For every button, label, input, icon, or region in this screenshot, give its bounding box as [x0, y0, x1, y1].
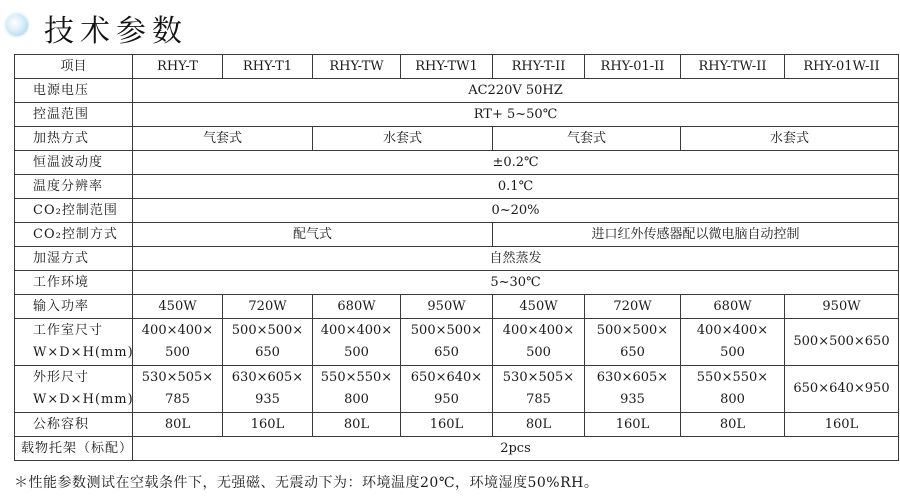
table-cell: 配气式 — [133, 223, 493, 247]
table-cell: 0.1℃ — [133, 175, 899, 199]
table-cell: RT+ 5~50℃ — [133, 103, 899, 127]
row-label-line: 工作室尺寸 — [33, 323, 104, 338]
cell-line: 630×605× — [231, 370, 304, 385]
table-row — [15, 223, 899, 247]
cell-line: 530×505× — [502, 370, 575, 385]
row-label: 公称容积 — [15, 413, 133, 437]
cell-line: 650 — [255, 345, 280, 360]
table-row — [15, 366, 899, 413]
table-row — [15, 247, 899, 271]
table-cell: 160L — [785, 413, 899, 437]
table-cell: 680W — [681, 295, 785, 319]
cell-line: 550×550× — [696, 370, 769, 385]
table-cell: 650×640×950 — [785, 366, 899, 413]
table-cell — [223, 366, 313, 413]
table-cell — [493, 319, 585, 366]
row-label: 工作环境 — [15, 271, 133, 295]
cell-line: 550×550× — [320, 370, 393, 385]
row-label: 控温范围 — [15, 103, 133, 127]
row-label-line: W×D×H(mm) — [33, 345, 134, 360]
table-cell: 2pcs — [133, 437, 899, 461]
row-label — [15, 319, 133, 366]
table-cell: 自然蒸发 — [133, 247, 899, 271]
cell-line: 800 — [344, 392, 369, 407]
table-cell — [681, 319, 785, 366]
table-row — [15, 103, 899, 127]
cell-line: 800 — [720, 392, 745, 407]
table-cell: 450W — [133, 295, 223, 319]
table-cell — [401, 366, 493, 413]
table-cell — [133, 366, 223, 413]
table-cell — [223, 319, 313, 366]
table-row — [15, 271, 899, 295]
table-cell: 80L — [133, 413, 223, 437]
cell-line: 935 — [620, 392, 645, 407]
row-label: 加湿方式 — [15, 247, 133, 271]
cell-line: 785 — [526, 392, 551, 407]
table-cell: 80L — [313, 413, 401, 437]
table-cell: 进口红外传感器配以微电脑自动控制 — [493, 223, 899, 247]
page-title: 技术参数 — [44, 14, 188, 49]
table-cell: 0~20% — [133, 199, 899, 223]
table-row — [15, 437, 899, 461]
row-label: 温度分辨率 — [15, 175, 133, 199]
table-row — [15, 127, 899, 151]
table-cell: 80L — [493, 413, 585, 437]
row-label: 载物托架（标配） — [15, 437, 133, 461]
table-cell: ±0.2℃ — [133, 151, 899, 175]
row-label: 恒温波动度 — [15, 151, 133, 175]
header-cell: RHY-01-II — [585, 55, 681, 79]
row-label: 加热方式 — [15, 127, 133, 151]
row-label: CO₂控制范围 — [15, 199, 133, 223]
table-row — [15, 295, 899, 319]
cell-line: 400×400× — [696, 323, 769, 338]
row-label: 电源电压 — [15, 79, 133, 103]
header-cell: RHY-TW1 — [401, 55, 493, 79]
table-cell: 680W — [313, 295, 401, 319]
table-cell — [401, 319, 493, 366]
table-cell — [313, 319, 401, 366]
cell-line: 530×505× — [141, 370, 214, 385]
header-cell: RHY-T — [133, 55, 223, 79]
table-row — [15, 79, 899, 103]
header-cell: 项目 — [15, 55, 133, 79]
table-cell: 950W — [785, 295, 899, 319]
cell-line: 935 — [255, 392, 280, 407]
header-cell: RHY-01W-II — [785, 55, 899, 79]
table-cell — [493, 366, 585, 413]
row-label — [15, 366, 133, 413]
table-cell: 720W — [223, 295, 313, 319]
cell-line: 650 — [434, 345, 459, 360]
cell-line: 400×400× — [320, 323, 393, 338]
table-cell — [585, 366, 681, 413]
cell-line: 500×500× — [231, 323, 304, 338]
table-cell: 160L — [585, 413, 681, 437]
cell-line: 500 — [165, 345, 190, 360]
cell-line: 400×400× — [141, 323, 214, 338]
header-cell: RHY-TW-II — [681, 55, 785, 79]
header-row — [15, 55, 899, 79]
table-cell — [585, 319, 681, 366]
table-row — [15, 319, 899, 366]
table-cell: 450W — [493, 295, 585, 319]
table-row — [15, 413, 899, 437]
cell-line: 630×605× — [596, 370, 669, 385]
table-cell: 5~30℃ — [133, 271, 899, 295]
table-cell — [133, 319, 223, 366]
table-cell: AC220V 50HZ — [133, 79, 899, 103]
cell-line: 500 — [344, 345, 369, 360]
table-cell: 160L — [401, 413, 493, 437]
table-cell — [313, 366, 401, 413]
table-cell: 气套式 — [493, 127, 681, 151]
table-cell: 950W — [401, 295, 493, 319]
spec-table — [14, 54, 899, 461]
cell-line: 500×500× — [596, 323, 669, 338]
table-row — [15, 199, 899, 223]
table-cell: 500×500×650 — [785, 319, 899, 366]
row-label-line: 外形尺寸 — [33, 370, 90, 385]
header-cell: RHY-T1 — [223, 55, 313, 79]
header-cell: RHY-T-II — [493, 55, 585, 79]
table-cell — [681, 366, 785, 413]
cell-line: 650 — [620, 345, 645, 360]
row-label: CO₂控制方式 — [15, 223, 133, 247]
cell-line: 650×640× — [410, 370, 483, 385]
bubble-bullet-icon — [6, 14, 28, 36]
cell-line: 500×500× — [410, 323, 483, 338]
cell-line: 500 — [526, 345, 551, 360]
table-cell: 气套式 — [133, 127, 313, 151]
table-cell: 160L — [223, 413, 313, 437]
header-cell: RHY-TW — [313, 55, 401, 79]
table-row — [15, 175, 899, 199]
cell-line: 400×400× — [502, 323, 575, 338]
table-row — [15, 151, 899, 175]
table-cell: 水套式 — [313, 127, 493, 151]
table-cell: 水套式 — [681, 127, 899, 151]
row-label-line: W×D×H(mm) — [33, 392, 134, 407]
cell-line: 500 — [720, 345, 745, 360]
table-cell: 720W — [585, 295, 681, 319]
row-label: 输入功率 — [15, 295, 133, 319]
footnote: ＊性能参数测试在空载条件下，无强磁、无震动下为：环境温度20℃，环境湿度50%RH。 — [14, 475, 599, 491]
table-cell: 80L — [681, 413, 785, 437]
cell-line: 785 — [165, 392, 190, 407]
section-header — [0, 0, 900, 50]
cell-line: 950 — [434, 392, 459, 407]
